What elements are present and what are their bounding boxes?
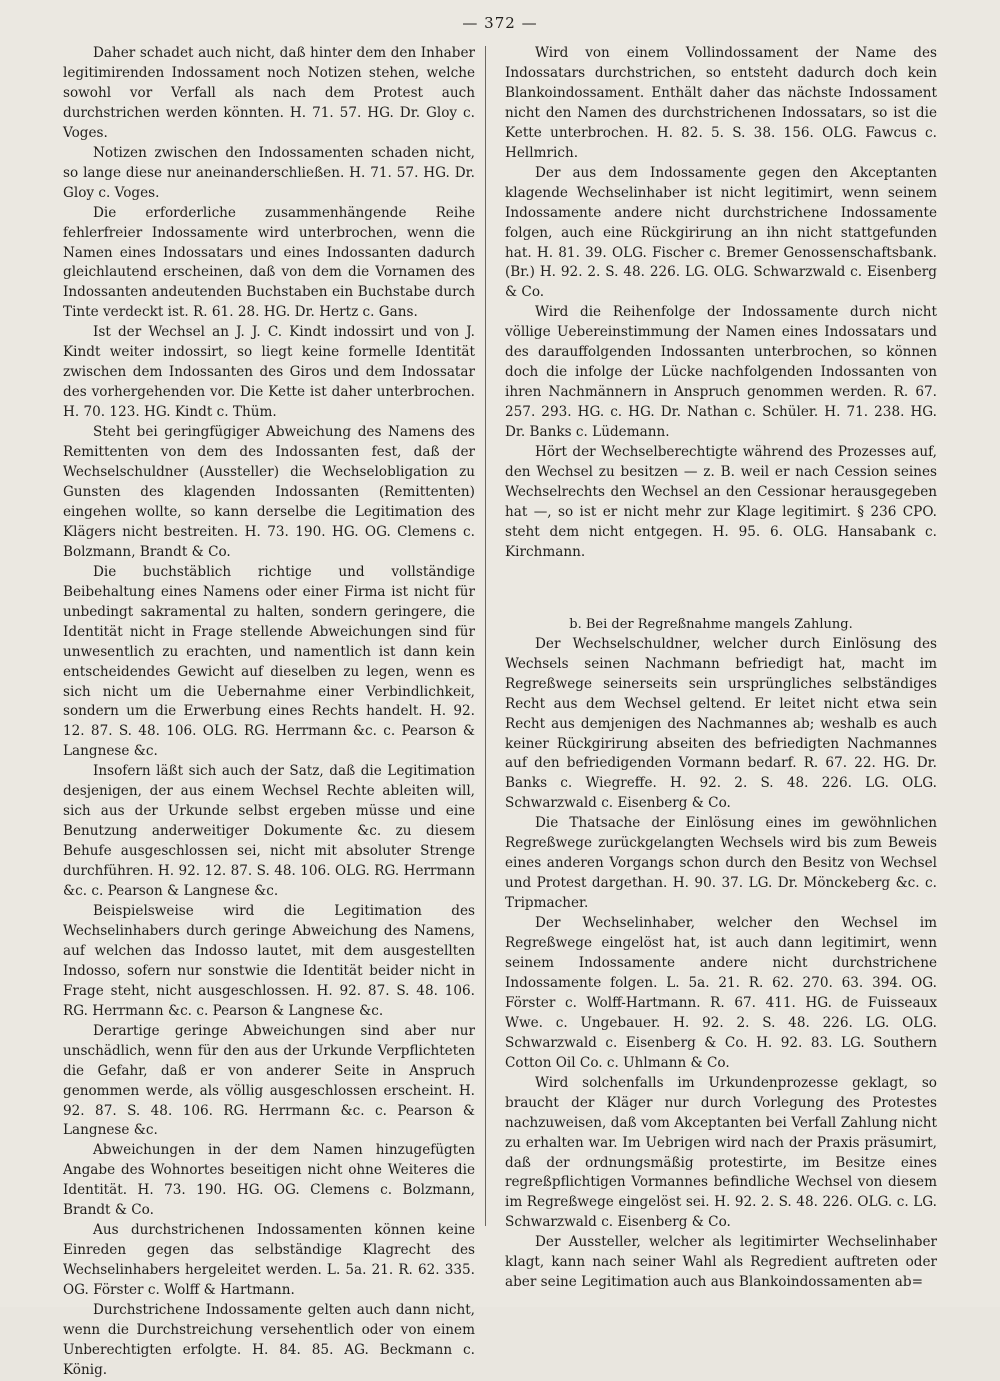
paragraph: Die Thatsache der Einlösung eines im gewöhnlichen Regreßwege zurückgelangten Wechsels wird bis zum Beweis eines anderen Vorgangs schon durch den Besitz von Wechsel und Protest dargethan. H. 90. 37. LG. Dr. Mönckeberg &c. c. Tripmacher. bbox=[505, 815, 937, 912]
paragraph: Durchstrichene Indossamente gelten auch dann nicht, wenn die Durchstreichung versehentlich oder von einem Unberechtigten erfolgte. H. 84. 85. AG. Beckmann c. König. bbox=[63, 1302, 475, 1378]
column-divider bbox=[485, 46, 486, 1226]
paragraph: Die erforderliche zusammenhängende Reihe fehlerfreier Indossamente wird unterbrochen, wenn die Namen eines Indossatars und eines Indossanten dadurch gleichlautend erscheinen, daß von dem die Vornamen des Indossanten andeutenden Buchstaben ein Buchstabe durch Tinte verdeckt ist. R. 61. 28. HG. Dr. Hertz c. Gans. bbox=[63, 204, 475, 321]
paragraph: Beispielsweise wird die Legitimation des Wechselinhabers durch geringe Abweichung des Namens, auf welchen das Indosso lautet, mit dem ausgestellten Indosso, sofern nur sonstwie die Identität beider nicht in Frage steht, nicht ausgeschlossen. H. 92. 87. S. 48. 106. RG. Herrmann &c. c. Pearson & Langnese &c. bbox=[63, 902, 475, 1019]
paragraph: Wird die Reihenfolge der Indossamente durch nicht völlige Uebereinstimmung der Namen eines Indossatars und des darauffolgenden Indossanten unterbrochen, so können doch die infolge der Lücke nachfolgenden Indossanten von ihren Nachmännern in Anspruch genommen werden. R. 67. 257. 293. HG. c. HG. Dr. Nathan c. Schüler. H. 71. 238. HG. Dr. Banks c. Lüdemann. bbox=[505, 304, 937, 441]
paragraph: Die buchstäblich richtige und vollständige Beibehaltung eines Namens oder einer Firma ist nicht für unbedingt sakramental zu halten, sondern geringere, die Identität nicht in Frage stellende Abweichungen sind für unwesentlich zu erachten, und namentlich ist dann kein entscheidendes Gewicht auf dieselben zu legen, wenn es sich nicht um die Uebernahme einer Verbindlichkeit, sondern um die Erwerbung eines Rechts handelt. H. 92. 12. 87. S. 48. 106. OLG. RG. Herrmann &c. c. Pearson & Langnese &c. bbox=[63, 563, 475, 760]
paragraph: Insofern läßt sich auch der Satz, daß die Legitimation desjenigen, der aus einem Wechsel Rechte ableiten will, sich aus der Urkunde selbst ergeben müsse und eine Benutzung anderweitiger Dokumente &c. zu diesem Behufe ausgeschlossen sei, nicht mit absoluter Strenge durchführen. H. 92. 12. 87. S. 48. 106. OLG. RG. Herrmann &c. c. Pearson & Langnese &c. bbox=[63, 763, 475, 900]
paragraph: Abweichungen in der dem Namen hinzugefügten Angabe des Wohnortes beseitigen nicht ohne Weiteres die Identität. H. 73. 190. HG. OG. Clemens c. Bolzmann, Brandt & Co. bbox=[63, 1142, 475, 1219]
paragraph: Wird von einem Vollindossament der Name des Indossatars durchstrichen, so entsteht dadurch doch kein Blankoindossament. Enthält daher das nächste Indossament nicht den Namen des durchstrichenen Indossatars, so ist die Kette unterbrochen. H. 82. 5. S. 38. 156. OLG. Fawcus c. Hellmrich. bbox=[505, 45, 937, 161]
section-heading: b. Bei der Regreßnahme mangels Zahlung. bbox=[569, 616, 853, 632]
paragraph: Wird solchenfalls im Urkundenprozesse geklagt, so braucht der Kläger nur durch Vorlegung des Protestes nachzuweisen, daß vom Akceptanten bei Verfall Zahlung nicht zu erhalten war. Im Uebrigen wird nach der Praxis präsumirt, daß der ordnungsmäßig protestirte, im Besitze eines regreßpflichtigen Vormannes befindliche Wechsel von diesem im Regreßwege eingelöst sei. H. 92. 2. S. 48. 226. OLG. c. LG. Schwarzwald c. Eisenberg & Co. bbox=[505, 1074, 937, 1231]
left-column bbox=[63, 44, 475, 1381]
paragraph: Ist der Wechsel an J. J. C. Kindt indossirt und von J. Kindt weiter indossirt, so liegt keine formelle Identität zwischen dem Indossanten des Giros und dem Indossatar des vorhergehenden vor. Die Kette ist daher unterbrochen. H. 70. 123. HG. Kindt c. Thüm. bbox=[63, 324, 475, 421]
paragraph: Derartige geringe Abweichungen sind aber nur unschädlich, wenn für den aus der Urkunde Verpflichteten die Gefahr, daß er von anderer Seite in Anspruch genommen werde, als völlig ausgeschlossen erscheint. H. 92. 87. S. 48. 106. RG. Herrmann &c. c. Pearson & Langnese &c. bbox=[63, 1022, 475, 1139]
paragraph: Hört der Wechselberechtigte während des Prozesses auf, den Wechsel zu besitzen — z. B. weil er nach Cession seines Wechselrechts den Wechsel an den Cessionar herausgegeben hat —, so ist er nicht mehr zur Klage legitimirt. § 236 CPO. steht dem nicht entgegen. H. 95. 6. OLG. Hansabank c. Kirchmann. bbox=[505, 444, 937, 560]
paragraph: Daher schadet auch nicht, daß hinter dem den Inhaber legitimirenden Indossament noch Notizen stehen, welche sowohl vor Verfall als nach dem Protest auch durchstrichen werden könnten. H. 71. 57. HG. Dr. Gloy c. Voges. bbox=[63, 45, 475, 141]
paragraph: Der Aussteller, welcher als legitimirter Wechselinhaber klagt, kann nach seiner Wahl als Regredient auftreten oder aber seine Legitimation auch aus Blankoindossamenten ab= bbox=[505, 1234, 937, 1291]
paragraph: Der Wechselschuldner, welcher durch Einlösung des Wechsels seinen Nachmann befriedigt hat, macht im Regreßwege seinerseits sein ursprüngliches selbständiges Recht aus dem Wechsel geltend. Er leitet nicht etwa sein Recht aus demjenigen des Nachmannes ab; weshalb es auch keiner Rückgirirung abseiten des befriedigten Nachmannes auf den befriedigenden Vormann bedarf. R. 67. 22. HG. Dr. Banks c. Wiegreffe. H. 92. 2. S. 48. 226. LG. OLG. Schwarzwald c. Eisenberg & Co. bbox=[505, 635, 937, 812]
right-column bbox=[505, 44, 937, 1293]
paragraph: Notizen zwischen den Indossamenten schaden nicht, so lange diese nur aneinanderschließen. H. 71. 57. HG. Dr. Gloy c. Voges. bbox=[63, 144, 475, 201]
paragraph: Steht bei geringfügiger Abweichung des Namens des Remittenten von dem des Indossanten fest, daß der Wechselschuldner (Aussteller) die Wechselobligation zu Gunsten des klagenden Indossanten (Remittenten) eingehen wollte, so kann derselbe die Legitimation des Klägers nicht bestreiten. H. 73. 190. HG. OG. Clemens c. Bolzmann, Brandt & Co. bbox=[63, 424, 475, 560]
paragraph: Der Wechselinhaber, welcher den Wechsel im Regreßwege eingelöst hat, ist auch dann legitimirt, wenn seinem Indossamente andere nicht durchstrichene Indossamente folgen. L. 5a. 21. R. 62. 270. 63. 394. OG. Förster c. Wolff-Hartmann. R. 67. 411. HG. de Fuisseaux Wwe. c. Ungebauer. H. 92. 2. S. 48. 226. LG. OLG. Schwarzwald c. Eisenberg & Co. H. 92. 83. LG. Southern Cotton Oil Co. c. Uhlmann & Co. bbox=[505, 915, 937, 1071]
paragraph: Der aus dem Indossamente gegen den Akceptanten klagende Wechselinhaber ist nicht legitimirt, wenn seinem Indossamente andere nicht durchstrichene Indossamente folgen, auch eine Rückgirirung an ihn nicht stattgefunden hat. H. 81. 39. OLG. Fischer c. Bremer Genossenschaftsbank. (Br.) H. 92. 2. S. 48. 226. LG. OLG. Schwarzwald c. Eisenberg & Co. bbox=[505, 164, 937, 301]
page-number: — 372 — bbox=[462, 14, 538, 32]
paragraph: Aus durchstrichenen Indossamenten können keine Einreden gegen das selbständige Klagrecht des Wechselinhabers hergeleitet werden. L. 5a. 21. R. 62. 335. OG. Förster c. Wolff & Hartmann. bbox=[63, 1222, 475, 1299]
